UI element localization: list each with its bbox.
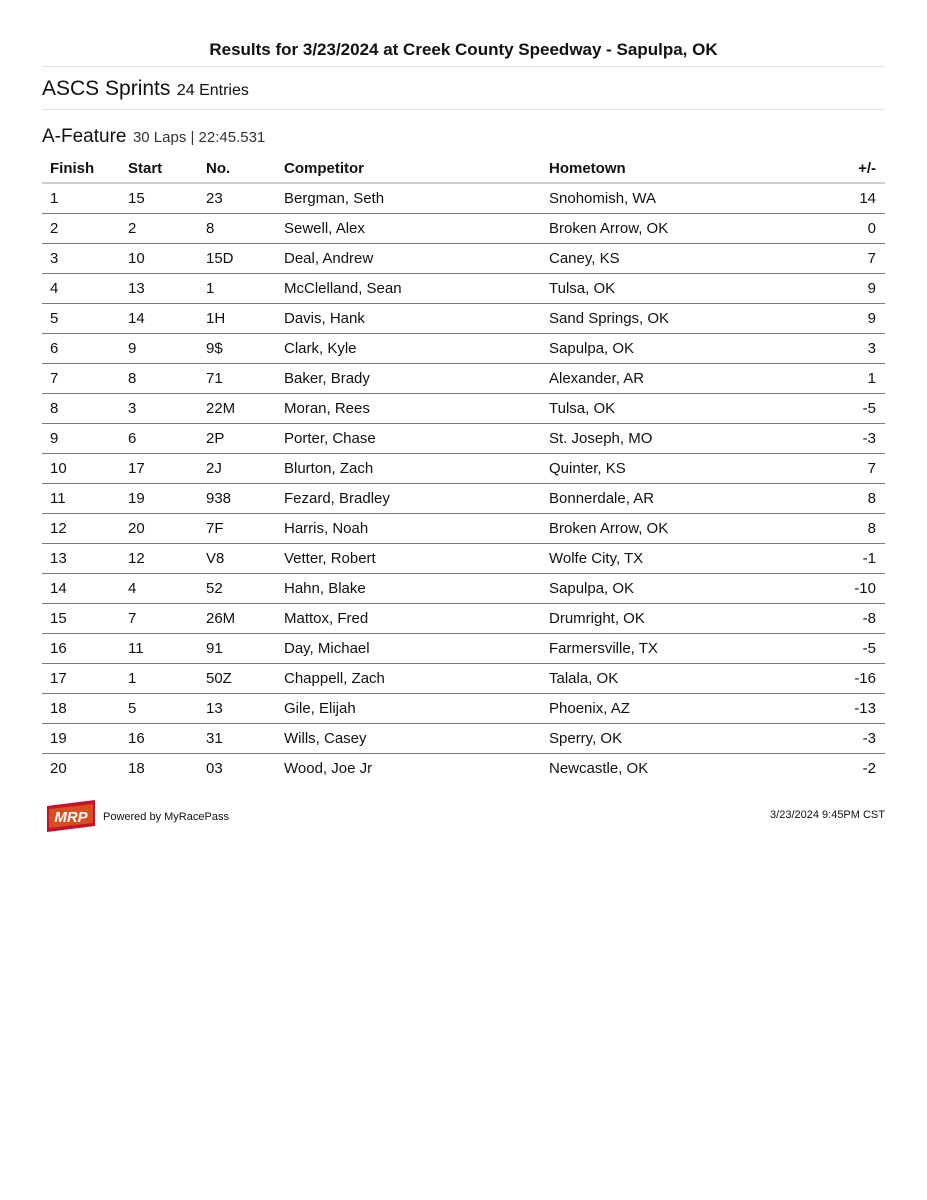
- cell-diff: 0: [819, 214, 885, 244]
- cell-diff: -3: [819, 724, 885, 754]
- cell-competitor: Vetter, Robert: [276, 544, 541, 574]
- cell-hometown: Newcastle, OK: [549, 760, 649, 777]
- cell-no: 50Z: [198, 664, 276, 694]
- cell-competitor: Davis, Hank: [276, 304, 541, 334]
- cell-hometown: Wolfe City, TX: [541, 544, 819, 574]
- table-header-row: [42, 154, 885, 183]
- event-header: [42, 126, 885, 148]
- cell-competitor: Bergman, Seth: [276, 183, 541, 214]
- cell-hometown: Broken Arrow, OK: [541, 214, 819, 244]
- table-row: [42, 214, 885, 244]
- table-row: [42, 454, 885, 484]
- header-hometown: Hometown: [541, 154, 819, 183]
- cell-diff: 14: [819, 183, 885, 214]
- table-row: [42, 604, 885, 634]
- table-row: [42, 364, 885, 394]
- event-name: A-Feature: [42, 126, 127, 147]
- cell-competitor: Wood, Joe Jr: [284, 760, 373, 777]
- cell-finish: 8: [42, 394, 120, 424]
- cell-no: 91: [198, 634, 276, 664]
- table-row: [42, 424, 885, 454]
- cell-start: 2: [120, 214, 198, 244]
- cell-hometown: Broken Arrow, OK: [541, 514, 819, 544]
- cell-finish: 4: [42, 274, 120, 304]
- cell-finish: 12: [42, 514, 120, 544]
- cell-finish: 19: [42, 724, 120, 754]
- table-row: [42, 183, 885, 214]
- cell-start: 5: [120, 694, 198, 724]
- cell-no: 2J: [198, 454, 276, 484]
- cell-competitor: Day, Michael: [276, 634, 541, 664]
- cell-diff: 9: [819, 274, 885, 304]
- table-row: [42, 694, 885, 724]
- cell-finish: 9: [42, 424, 120, 454]
- cell-competitor: Blurton, Zach: [276, 454, 541, 484]
- cell-hometown: Sperry, OK: [541, 724, 819, 754]
- header-competitor: Competitor: [276, 154, 541, 183]
- cell-no: 13: [198, 694, 276, 724]
- cell-finish: 3: [42, 244, 120, 274]
- myracepass-logo-icon[interactable]: [45, 800, 97, 832]
- cell-start: 1: [120, 664, 198, 694]
- cell-hometown: St. Joseph, MO: [541, 424, 819, 454]
- cell-no: 8: [198, 214, 276, 244]
- table-row: [42, 394, 885, 424]
- cell-start: 12: [120, 544, 198, 574]
- cell-diff: -5: [819, 394, 885, 424]
- event-info: 30 Laps | 22:45.531: [132, 129, 266, 146]
- cell-finish: 6: [42, 334, 120, 364]
- cell-no: 938: [198, 484, 276, 514]
- powered-by-link[interactable]: Powered by MyRacePass: [103, 811, 229, 823]
- table-row: [42, 244, 885, 274]
- cell-no: 71: [198, 364, 276, 394]
- page-title: Results for 3/23/2024 at Creek County Speedway - Sapulpa, OK: [42, 40, 885, 67]
- cell-competitor: Deal, Andrew: [276, 244, 541, 274]
- cell-hometown: Snohomish, WA: [541, 183, 819, 214]
- cell-diff: -1: [819, 544, 885, 574]
- cell-finish: 10: [42, 454, 120, 484]
- cell-start: 3: [120, 394, 198, 424]
- cell-hometown: Sand Springs, OK: [541, 304, 819, 334]
- cell-diff: 1: [819, 364, 885, 394]
- cell-diff: 8: [819, 484, 885, 514]
- cell-competitor: Wills, Casey: [276, 724, 541, 754]
- header-finish: Finish: [42, 154, 120, 183]
- cell-diff: 9: [819, 304, 885, 334]
- table-row: [42, 544, 885, 574]
- cell-start: 9: [120, 334, 198, 364]
- cell-start: 7: [120, 604, 198, 634]
- cell-hometown: Sapulpa, OK: [541, 334, 819, 364]
- class-header: [42, 77, 885, 110]
- cell-hometown: Bonnerdale, AR: [541, 484, 819, 514]
- cell-competitor: Gile, Elijah: [276, 694, 541, 724]
- cell-competitor: Mattox, Fred: [276, 604, 541, 634]
- cell-finish: 18: [42, 694, 120, 724]
- cell-no: 23: [198, 183, 276, 214]
- cell-no: 2P: [198, 424, 276, 454]
- cell-diff: -3: [819, 424, 885, 454]
- cell-no: 03: [206, 760, 223, 777]
- cell-no: V8: [198, 544, 276, 574]
- cell-diff: -13: [819, 694, 885, 724]
- header-start: Start: [120, 154, 198, 183]
- cell-finish: 5: [42, 304, 120, 334]
- cell-start: 6: [120, 424, 198, 454]
- cell-no: 1H: [198, 304, 276, 334]
- table-row: [42, 754, 885, 784]
- cell-finish: 16: [42, 634, 120, 664]
- cell-finish: 13: [42, 544, 120, 574]
- cell-no: 9$: [198, 334, 276, 364]
- cell-competitor: Clark, Kyle: [276, 334, 541, 364]
- cell-competitor: Porter, Chase: [276, 424, 541, 454]
- cell-no: 1: [198, 274, 276, 304]
- table-row: [42, 574, 885, 604]
- cell-diff: -2: [862, 760, 876, 777]
- cell-competitor: Sewell, Alex: [276, 214, 541, 244]
- class-name: ASCS Sprints: [42, 77, 171, 100]
- table-row: [42, 484, 885, 514]
- cell-hometown: Tulsa, OK: [541, 394, 819, 424]
- cell-hometown: Tulsa, OK: [541, 274, 819, 304]
- cell-start: 17: [120, 454, 198, 484]
- cell-start: 14: [120, 304, 198, 334]
- header-diff: +/-: [819, 154, 885, 183]
- cell-no: 22M: [198, 394, 276, 424]
- logo-text: MRP: [54, 809, 88, 826]
- cell-diff: -8: [819, 604, 885, 634]
- cell-finish: 11: [42, 484, 120, 514]
- table-row: [42, 634, 885, 664]
- table-row: [42, 304, 885, 334]
- cell-competitor: Chappell, Zach: [276, 664, 541, 694]
- cell-finish: 7: [42, 364, 120, 394]
- cell-no: 26M: [198, 604, 276, 634]
- cell-competitor: McClelland, Sean: [276, 274, 541, 304]
- footer: [45, 800, 885, 834]
- table-row: [42, 514, 885, 544]
- cell-start: 4: [120, 574, 198, 604]
- cell-start: 20: [120, 514, 198, 544]
- cell-finish: 17: [42, 664, 120, 694]
- header-number: No.: [198, 154, 276, 183]
- cell-hometown: Quinter, KS: [541, 454, 819, 484]
- cell-finish: 2: [42, 214, 120, 244]
- cell-finish: 20: [50, 760, 67, 777]
- cell-diff: -10: [819, 574, 885, 604]
- cell-competitor: Fezard, Bradley: [276, 484, 541, 514]
- table-row: [42, 274, 885, 304]
- cell-hometown: Phoenix, AZ: [541, 694, 819, 724]
- cell-no: 7F: [198, 514, 276, 544]
- cell-start: 15: [120, 183, 198, 214]
- cell-diff: -5: [819, 634, 885, 664]
- cell-start: 16: [120, 724, 198, 754]
- cell-hometown: Drumright, OK: [541, 604, 819, 634]
- cell-diff: 8: [819, 514, 885, 544]
- table-row: [42, 664, 885, 694]
- cell-competitor: Moran, Rees: [276, 394, 541, 424]
- cell-competitor: Harris, Noah: [276, 514, 541, 544]
- cell-diff: 7: [819, 454, 885, 484]
- cell-diff: 3: [819, 334, 885, 364]
- cell-finish: 15: [42, 604, 120, 634]
- cell-hometown: Sapulpa, OK: [541, 574, 819, 604]
- cell-diff: 7: [819, 244, 885, 274]
- cell-hometown: Caney, KS: [541, 244, 819, 274]
- cell-start: 18: [128, 760, 145, 777]
- table-row: [42, 724, 885, 754]
- results-page: [42, 0, 885, 783]
- cell-no: 52: [198, 574, 276, 604]
- cell-start: 8: [120, 364, 198, 394]
- table-row: [42, 334, 885, 364]
- cell-diff: -16: [819, 664, 885, 694]
- cell-start: 10: [120, 244, 198, 274]
- cell-hometown: Farmersville, TX: [541, 634, 819, 664]
- cell-no: 15D: [198, 244, 276, 274]
- cell-competitor: Hahn, Blake: [276, 574, 541, 604]
- class-entries: 24 Entries: [176, 82, 249, 99]
- generated-timestamp: 3/23/2024 9:45PM CST: [770, 809, 885, 821]
- results-body: [42, 183, 885, 783]
- cell-no: 31: [198, 724, 276, 754]
- results-table: [42, 154, 885, 783]
- cell-finish: 14: [42, 574, 120, 604]
- cell-hometown: Talala, OK: [541, 664, 819, 694]
- cell-start: 19: [120, 484, 198, 514]
- cell-finish: 1: [42, 183, 120, 214]
- cell-hometown: Alexander, AR: [541, 364, 819, 394]
- cell-start: 11: [120, 634, 198, 664]
- cell-competitor: Baker, Brady: [276, 364, 541, 394]
- cell-start: 13: [120, 274, 198, 304]
